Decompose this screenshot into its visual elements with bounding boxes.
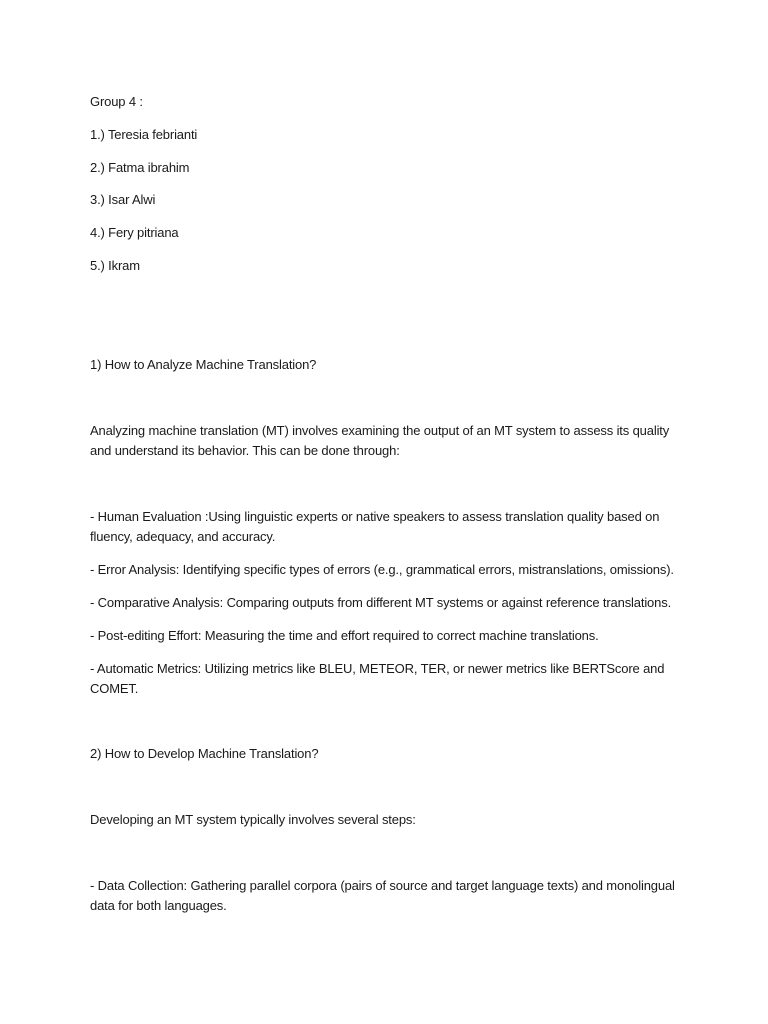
section2-question: 2) How to Develop Machine Translation? xyxy=(90,746,319,761)
section1-item-error-analysis: - Error Analysis: Identifying specific types of errors (e.g., grammatical errors, mistranslations, omissions). xyxy=(90,562,674,577)
section2-item-data-collection: - Data Collection: Gathering parallel corpora (pairs of source and target language texts) and monolingual data for both languages. xyxy=(90,878,675,913)
section1-item-human-evaluation: - Human Evaluation :Using linguistic experts or native speakers to assess translation quality based on fluency, adequacy, and accuracy. xyxy=(90,509,660,544)
member-item: 2.) Fatma ibrahim xyxy=(90,160,190,175)
member-item: 5.) Ikram xyxy=(90,258,140,273)
section2-intro: Developing an MT system typically involves several steps: xyxy=(90,812,416,827)
member-item: 1.) Teresia febrianti xyxy=(90,127,198,142)
section1-item-automatic-metrics: - Automatic Metrics: Utilizing metrics like BLEU, METEOR, TER, or newer metrics like BERTScore and COMET. xyxy=(90,661,665,696)
member-item: 4.) Fery pitriana xyxy=(90,225,179,240)
section1-item-comparative-analysis: - Comparative Analysis: Comparing outputs from different MT systems or against reference translations. xyxy=(90,595,672,610)
group-title: Group 4 : xyxy=(90,94,143,109)
section1-question: 1) How to Analyze Machine Translation? xyxy=(90,357,317,372)
section1-item-post-editing: - Post-editing Effort: Measuring the time and effort required to correct machine translations. xyxy=(90,628,599,643)
member-item: 3.) Isar Alwi xyxy=(90,192,156,207)
section1-intro: Analyzing machine translation (MT) involves examining the output of an MT system to assess its quality and understand its behavior. This can be done through: xyxy=(90,423,670,458)
